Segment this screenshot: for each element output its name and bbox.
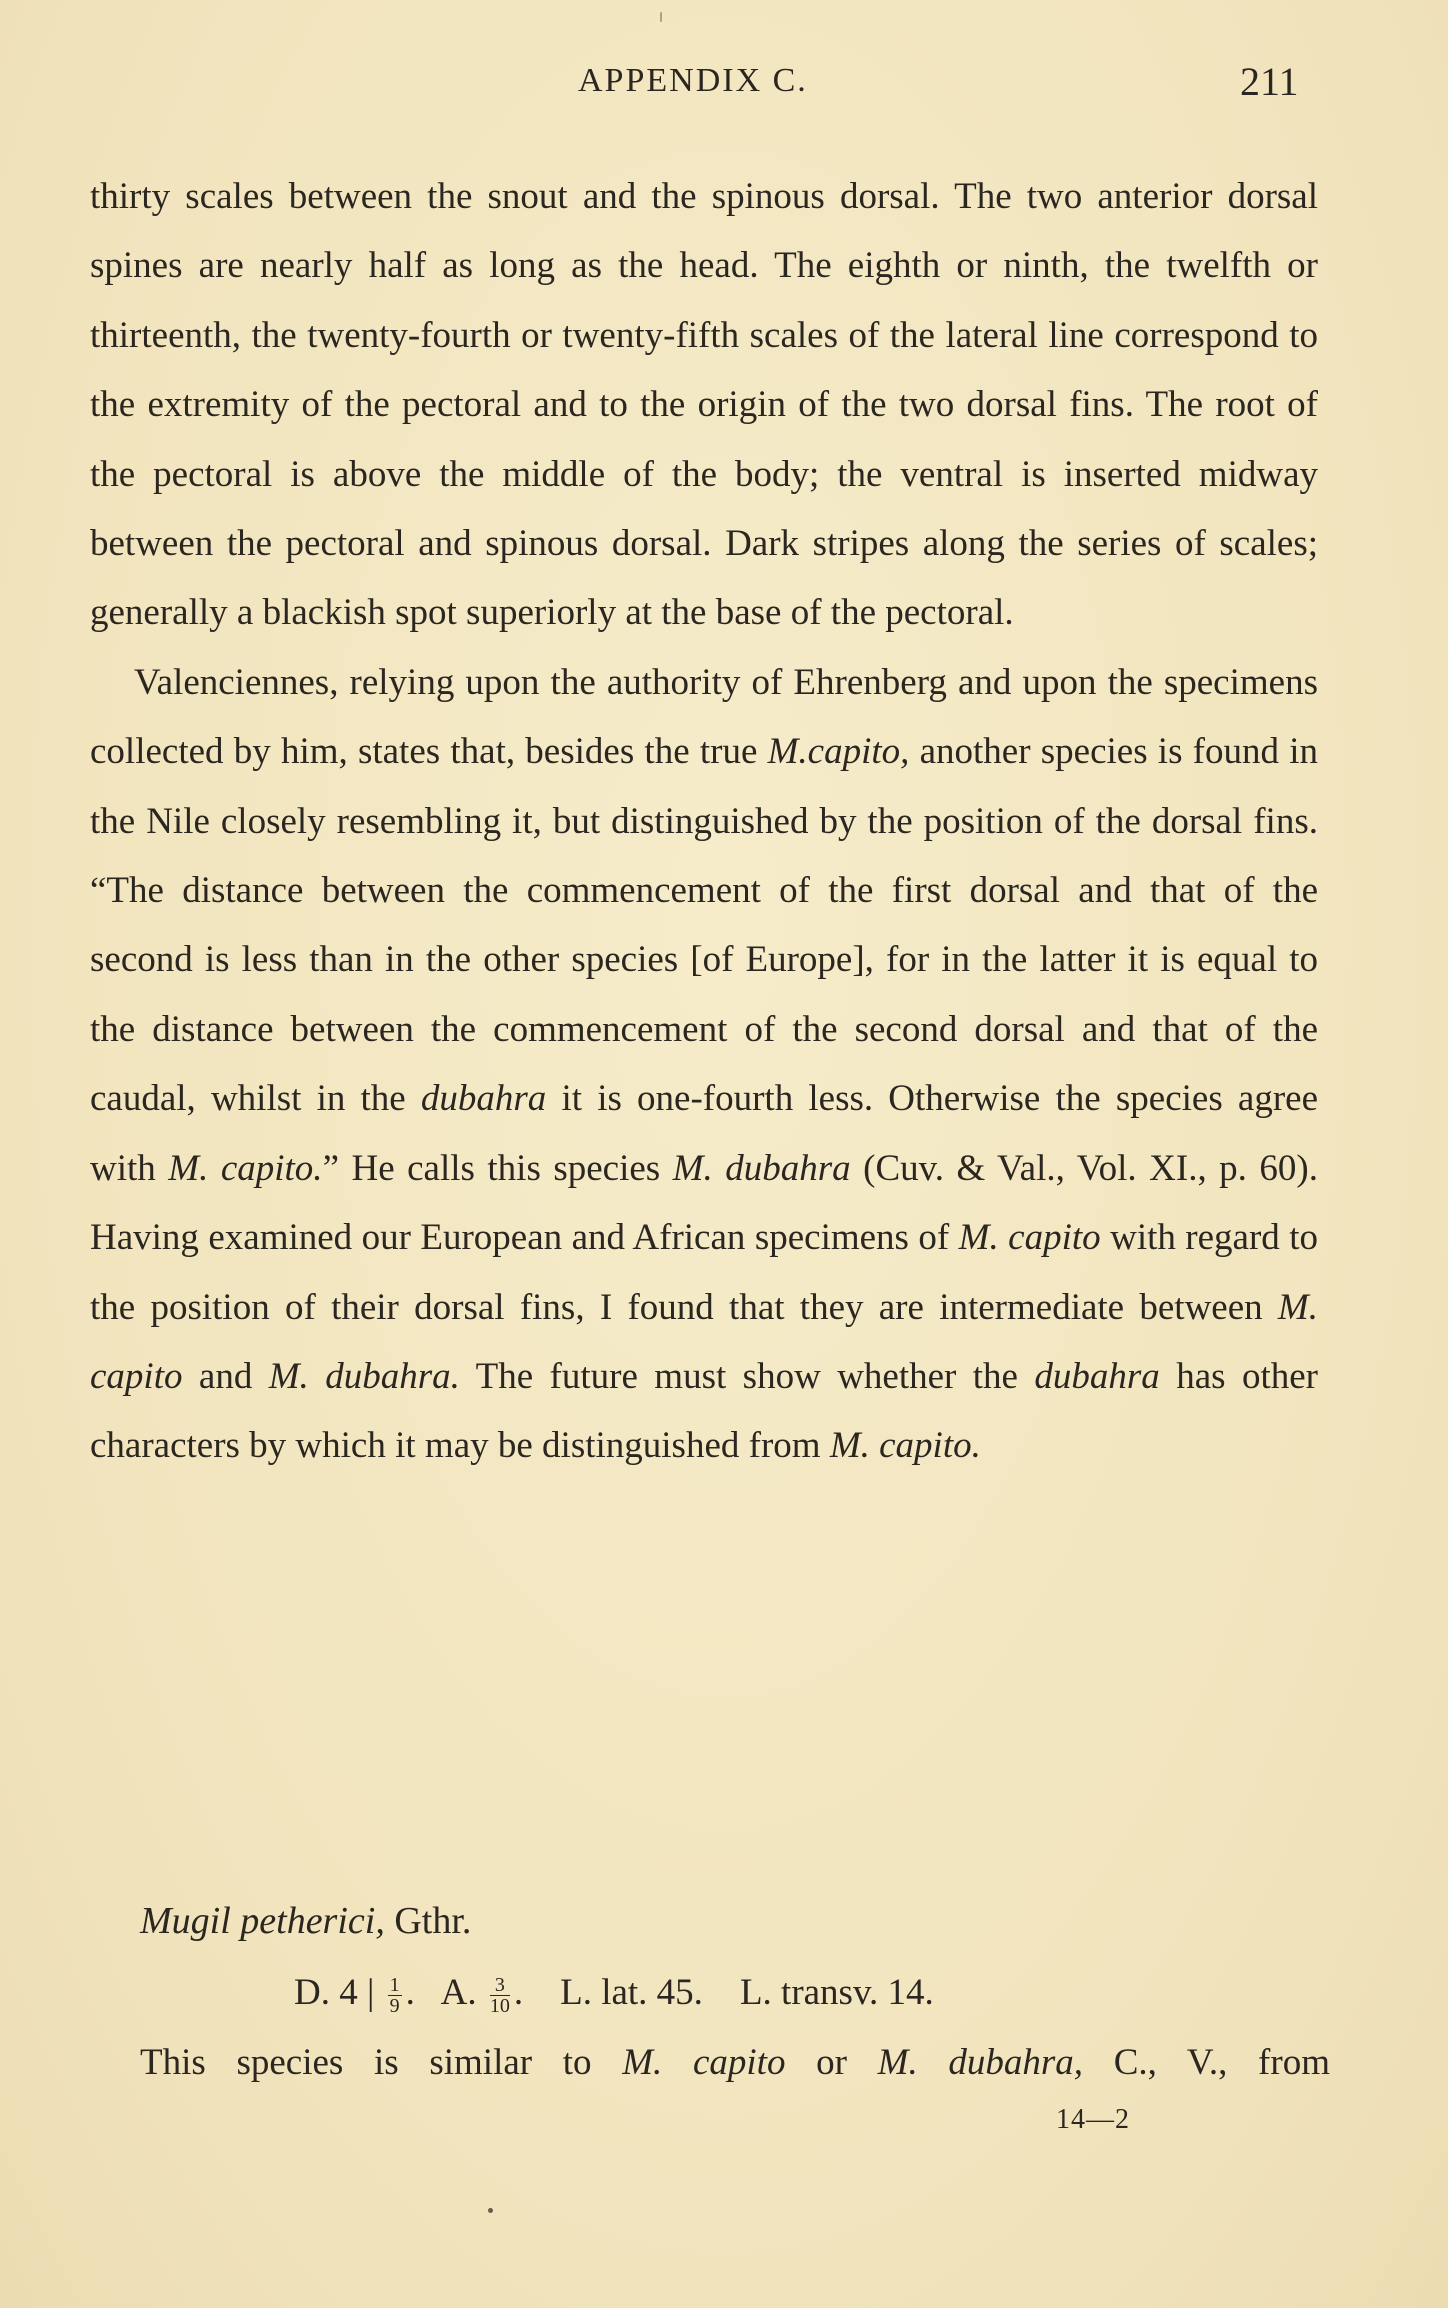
species-author: Gthr. [384,1900,472,1942]
species-description [140,2038,1330,2088]
text-run: it is one-fourth less. Otherwise the species agree with [90,1078,1318,1189]
species-heading [140,1896,471,1946]
italic-text-run: M. capito. [168,1147,323,1189]
italic-text-run: M. capito. [829,1425,981,1467]
running-head [0,52,1448,112]
desc-text-1: This species is similar to [140,2042,623,2083]
lateral-line-count: L. lat. 45. [560,1972,703,2013]
anal-formula-label: A. [440,1972,477,2013]
text-run: another species is found in the Nile closely resembling it, but distinguished by the position of the dorsal fins. “The distance between the commencement of the first dorsal and that of the second is less than in the other species [of Europe], for in the latter it is equal to the distance between the commencement of the second dorsal and that of the caudal, whilst in the [90,731,1318,1120]
dorsal-fraction-numerator: 1 [389,1974,400,1997]
anal-fraction-denominator: 10 [489,1995,510,2018]
italic-text-run: dubahra [1034,1355,1160,1397]
text-run: and [182,1355,269,1397]
desc-text-3: C., V., from [1083,2042,1330,2083]
text-run: (Cuv. & Val., Vol. XI., p. 60). Having examined our European and African specimens of [90,1147,1318,1259]
text-run: Valenciennes, relying upon the authority of Ehrenberg and upon the specimens collected by him, states that, besides the true [90,661,1318,773]
italic-text-run: M. dubahra [672,1147,851,1189]
text-run: has other characters by which it may be distinguished from [90,1355,1318,1467]
text-run: with regard to the position of their dorsal fins, I found that they are intermediate between [90,1217,1319,1328]
dorsal-fraction [388,1975,402,2016]
italic-text-run: M.capito, [767,731,910,773]
dorsal-fraction-denominator: 9 [389,1995,400,2018]
dorsal-formula-label: D. 4 | [294,1972,375,2013]
text-run: thirty scales between the snout and the spinous dorsal. The two anterior dorsal spines are nearly half as long as the head. The eighth or ninth, the twelfth or thirteenth, the twenty-fourth or twenty-fifth scales of the lateral line correspond to the extremity of the pectoral and to the origin of the two dorsal fins. The root of the pectoral is above the middle of the body; the ventral is inserted midway between the pectoral and spinous dorsal. Dark stripes along the series of scales; generally a blackish spot superiorly at the base of the pectoral. [90,176,1318,634]
running-title: APPENDIX C. [578,62,808,99]
fin-formula: D. 4 | $\frac{1}{9}$ . A. $\frac{3}{10}$ . L. lat. 45. L. transv. 14. [294,1972,934,2018]
italic-text-run: M. capito [958,1217,1101,1259]
signature-mark: 14—2 [1056,2104,1130,2135]
italic-text-run: M. dubahra. [268,1355,460,1397]
species-name: Mugil petherici, [140,1900,385,1942]
body-text [90,162,1318,1481]
desc-italic-1: M. capito [622,2042,786,2083]
desc-text-2: or [785,2042,878,2083]
desc-italic-2: M. dubahra, [877,2042,1084,2083]
paper-speck [488,2208,493,2213]
text-run: The future must show whether the [459,1355,1035,1397]
text-run: ” He calls this species [322,1147,673,1189]
transverse-count: L. transv. 14. [739,1972,934,2013]
anal-fraction [490,1975,510,2016]
paragraph [90,162,1318,648]
paper-speck [660,12,662,22]
paragraph [90,648,1318,1481]
italic-text-run: M. capito [90,1286,1318,1397]
italic-text-run: dubahra [420,1078,547,1120]
anal-fraction-numerator: 3 [490,1975,510,1996]
page-number: 211 [1240,59,1299,104]
